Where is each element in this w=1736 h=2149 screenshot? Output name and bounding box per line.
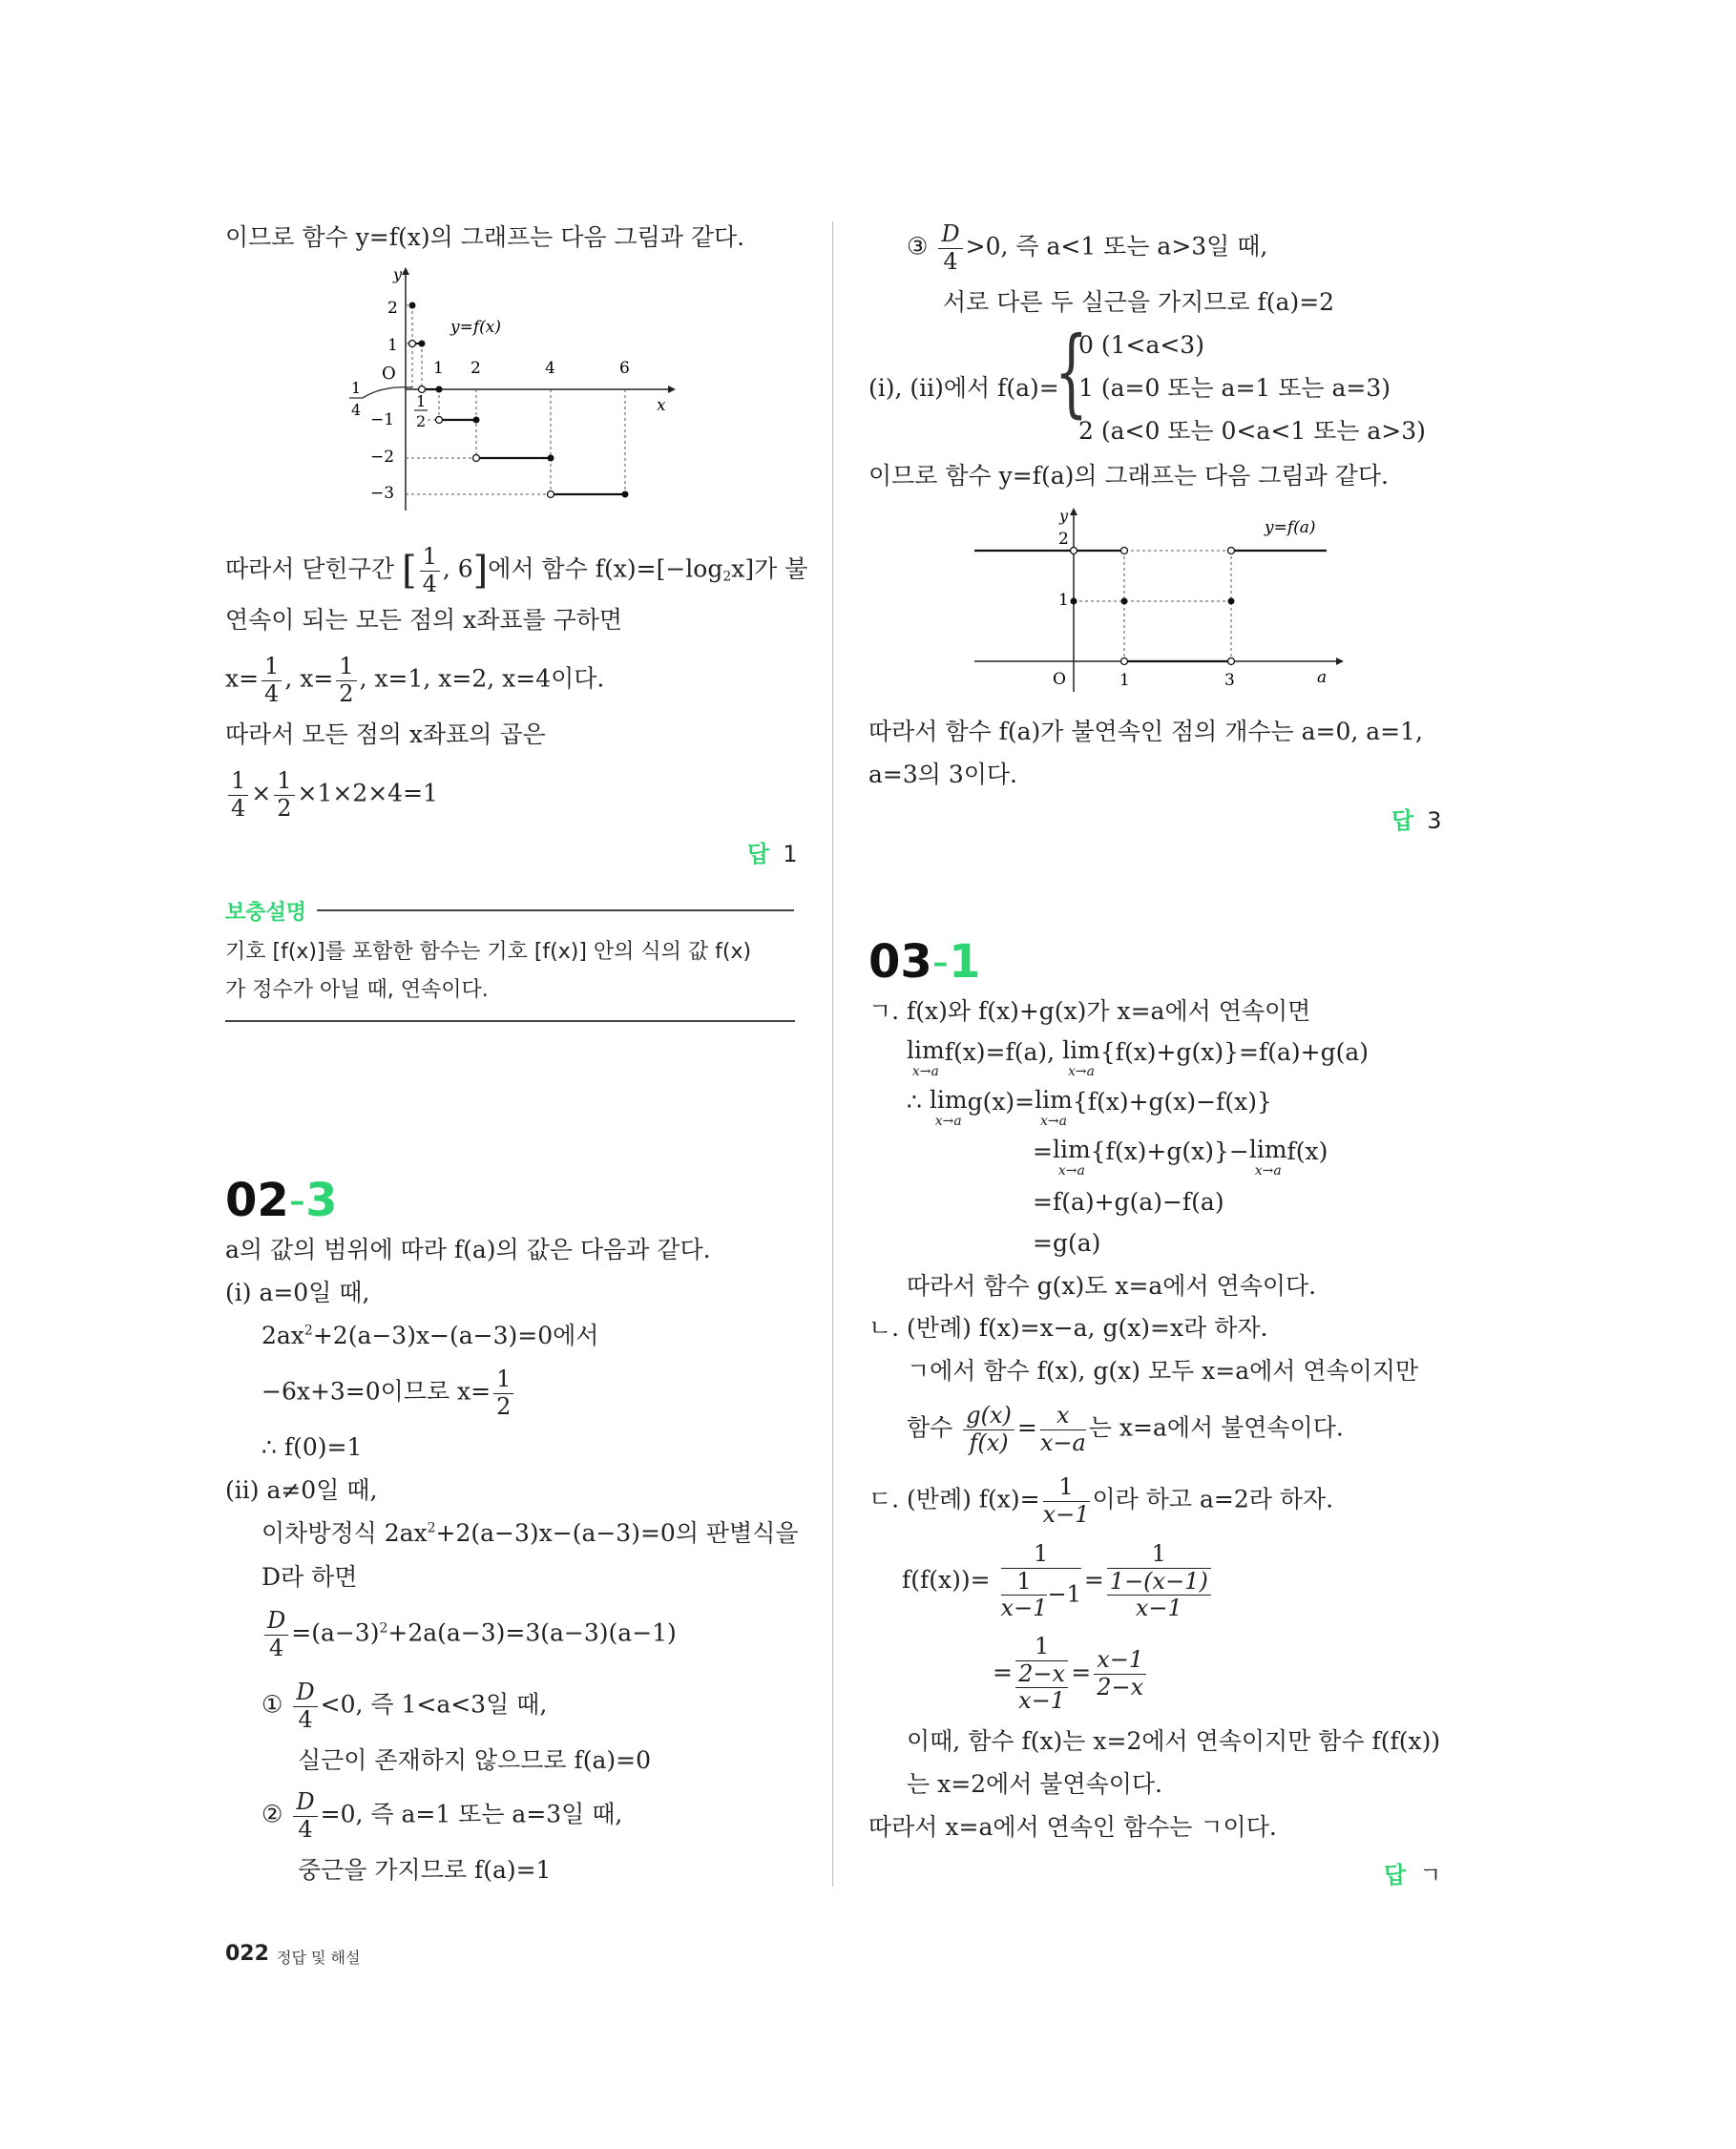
text-line: 중근을 가지므로 f(a)=1: [298, 1856, 552, 1884]
text-line: =lim x→a {f(x)+g(x)}−lim x→a f(x): [1033, 1136, 1328, 1179]
svg-text:2: 2: [471, 359, 481, 378]
section-03-1: 03-1: [868, 935, 981, 989]
closed-interval-line: 따라서 닫힌구간 [ $\frac{1}{4}$ , 6]에서 함수 $f(x)=[-\log_2x]$가 불: [225, 543, 808, 597]
case-brace: {: [1055, 316, 1088, 428]
text-line: ∴ lim x→a g(x)=lim x→a {f(x)+g(x)−f(x)}: [907, 1086, 1272, 1129]
svg-text:1: 1: [387, 336, 398, 355]
svg-text:1: 1: [1119, 671, 1130, 690]
text-line: 연속이 되는 모든 점의 x좌표를 구하면: [225, 606, 623, 634]
text-line: D라 하면: [261, 1563, 358, 1591]
svg-text:−2: −2: [370, 448, 395, 467]
text-line: a의 값의 범위에 따라 f(a)의 값은 다음과 같다.: [225, 1236, 711, 1263]
svg-text:3: 3: [1224, 671, 1235, 690]
column-divider: [832, 221, 833, 1887]
text-line: 0 (1<a<3): [1078, 331, 1204, 359]
answer-last: 답 ㄱ: [1384, 1862, 1442, 1888]
text-line: 이므로 함수 y=f(a)의 그래프는 다음 그림과 같다.: [868, 462, 1389, 490]
note-text-1: 기호 [f(x)]를 포함한 함수는 기호 [f(x)] 안의 식의 값 f(x): [225, 940, 752, 964]
text-line: (ⅰ) a=0일 때,: [225, 1279, 370, 1306]
text-line: ③ $\frac{D}{4}$ >0, 즉 a<1 또는 a>3일 때,: [907, 220, 1268, 275]
svg-text:a: a: [1317, 668, 1328, 687]
origin-label: O: [382, 364, 396, 384]
svg-text:4: 4: [351, 401, 362, 419]
curve-label: y=f(x): [450, 318, 501, 337]
text-line: (ⅰ), (ⅱ)에서 f(a)=: [868, 374, 1059, 402]
text-line: f(f(x))= 1 $\frac{1}{x-1}$ −1 = $\frac{1}{\frac{1-(x-1)}{x-1}}$: [902, 1541, 1214, 1622]
text-line: (ⅱ) a≠0일 때,: [225, 1476, 378, 1504]
x-axis-label: x: [657, 396, 666, 415]
svg-text:O: O: [1053, 670, 1066, 689]
text-line: ㄱ에서 함수 f(x), g(x) 모두 x=a에서 연속이지만: [907, 1357, 1419, 1385]
text-line: $\frac{D}{4}$ $=(a-3)^2+2a(a-3)=3(a-3)(a-1)$: [261, 1608, 677, 1661]
text-line: =g(a): [1033, 1229, 1101, 1257]
answer-1: 답 1: [747, 841, 798, 867]
svg-text:6: 6: [619, 359, 630, 378]
svg-text:2: 2: [387, 299, 398, 318]
section-02-3: 02-3: [225, 1174, 338, 1227]
text-line: 함수 $\frac{g(x)}{f(x)}$ = $\frac{x}{x-a}$ 는 x=a에서 불연속이다.: [907, 1402, 1344, 1456]
note-title: 보충설명: [225, 901, 307, 925]
text-line: 따라서 함수 f(a)가 불연속인 점의 개수는 a=0, a=1,: [868, 718, 1423, 745]
svg-text:4: 4: [545, 359, 555, 378]
text-line: 1 (a=0 또는 a=1 또는 a=3): [1078, 374, 1391, 402]
text-line: = $\frac{1}{\frac{2-x}{x-1}}$ = $\frac{x-1}{2-x}$: [993, 1634, 1149, 1715]
note-divider: [225, 1020, 795, 1022]
text-line: −6x+3=0이므로 x= $\frac{1}{2}$: [261, 1367, 516, 1420]
text-line: ① $\frac{D}{4}$ <0, 즉 1<a<3일 때,: [261, 1679, 548, 1733]
text-line: 이차방정식 $2ax^2+2(a-3)x-(a-3)=0$의 판별식을: [261, 1519, 799, 1547]
text-line: 실근이 존재하지 않으므로 f(a)=0: [298, 1746, 652, 1774]
svg-text:2: 2: [416, 412, 427, 430]
svg-text:−3: −3: [370, 484, 395, 503]
note-divider: [317, 909, 794, 911]
discontinuity-points: x= $\frac{1}{4}$ , x= $\frac{1}{2}$ , x=1, x=2, x=4이다.: [225, 653, 605, 707]
intro-line: 이므로 함수 y=f(x)의 그래프는 다음 그림과 같다.: [225, 223, 745, 251]
svg-text:−1: −1: [370, 410, 395, 429]
answer-3: 답 3: [1391, 807, 1442, 834]
svg-text:1: 1: [433, 359, 444, 378]
svg-text:2: 2: [1058, 530, 1069, 549]
svg-text:1: 1: [1058, 591, 1069, 610]
text-line: =f(a)+g(a)−f(a): [1033, 1188, 1224, 1216]
step-function-graph: [344, 267, 678, 515]
text-line: ㄷ. (반례) f(x)= $\frac{1}{x-1}$ 이라 하고 a=2라 하자.: [868, 1473, 1334, 1528]
text-line: ② $\frac{D}{4}$ =0, 즉 a=1 또는 a=3일 때,: [261, 1788, 623, 1843]
text-line: $2ax^2+2(a-3)x-(a-3)=0$에서: [261, 1322, 599, 1349]
text-line: ㄴ. (반례) f(x)=x−a, g(x)=x라 하자.: [868, 1314, 1268, 1342]
text-line: 따라서 모든 점의 x좌표의 곱은: [225, 720, 546, 748]
text-line: 2 (a<0 또는 0<a<1 또는 a>3): [1078, 417, 1426, 445]
text-line: 서로 다른 두 실근을 가지므로 f(a)=2: [943, 288, 1335, 316]
svg-text:1: 1: [416, 392, 427, 410]
text-line: ㄱ. f(x)와 f(x)+g(x)가 x=a에서 연속이면: [868, 997, 1311, 1025]
note-text-2: 가 정수가 아닐 때, 연속이다.: [225, 978, 489, 1002]
text-line: a=3의 3이다.: [868, 761, 1018, 788]
product-line: $\frac{1}{4}$ × $\frac{1}{2}$ ×1×2×4=1: [225, 768, 438, 822]
text-line: 는 x=2에서 불연속이다.: [907, 1770, 1162, 1798]
text-line: 따라서 함수 g(x)도 x=a에서 연속이다.: [907, 1272, 1317, 1300]
text-line: lim x→a f(x)=f(a), lim x→a {f(x)+g(x)}=f(a)+g(a): [907, 1036, 1369, 1079]
text-line: ∴ f(0)=1: [261, 1433, 363, 1461]
svg-text:y=f(a): y=f(a): [1265, 518, 1316, 537]
fa-graph: [969, 506, 1350, 697]
page-footer-title: 정답 및 해설: [277, 1949, 361, 1967]
page-number: 022: [225, 1942, 269, 1966]
svg-text:1: 1: [351, 379, 362, 397]
text-line: 따라서 x=a에서 연속인 함수는 ㄱ이다.: [868, 1813, 1277, 1841]
y-axis-label: y: [393, 267, 403, 283]
svg-text:y: y: [1059, 507, 1069, 525]
text-line: 이때, 함수 f(x)는 x=2에서 연속이지만 함수 f(f(x)): [907, 1727, 1441, 1755]
